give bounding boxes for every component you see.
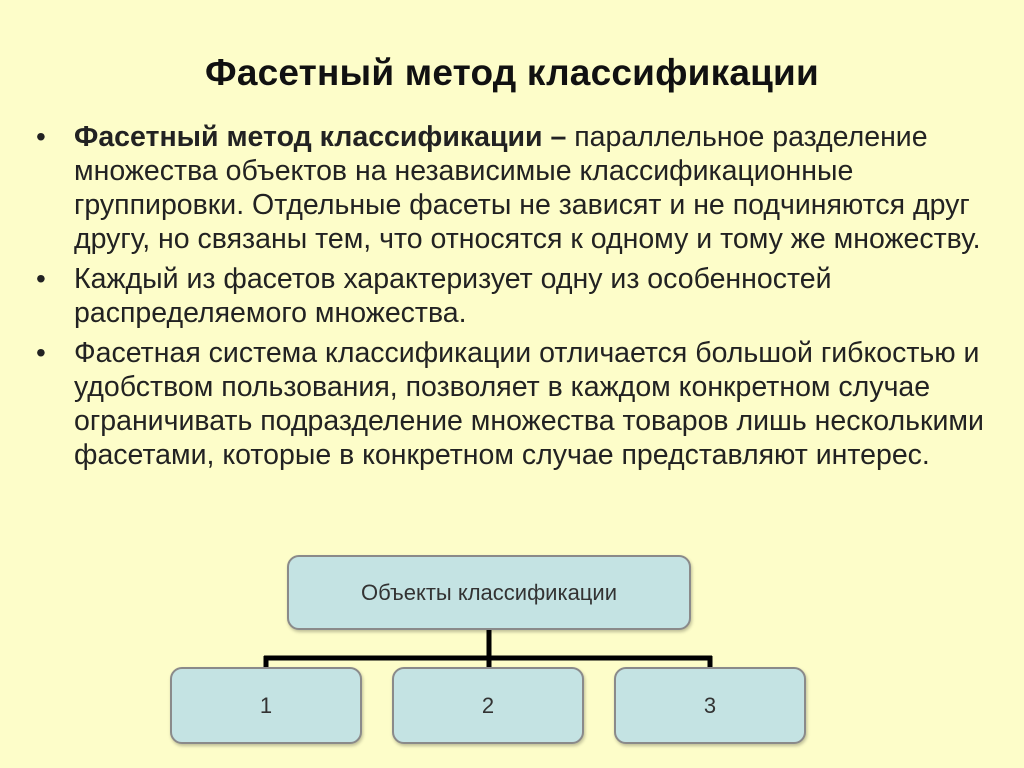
bullet-item-definition: [36, 120, 996, 256]
bullet-list: [36, 120, 996, 478]
classification-objects-node: Объекты классификации: [287, 555, 691, 630]
facet-node-2: 2: [392, 667, 584, 744]
definition-text: параллельное разделение множества объектов на независимые классификационные группировки. Отдельные фасеты не зависят и не подчиняются друг другу, но связаны тем, что относятся к одному и тому же множеству.: [74, 121, 981, 255]
bullet-marker: •: [36, 121, 46, 152]
facet-node-1: 1: [170, 667, 362, 744]
bullet-item-flexibility: [36, 336, 996, 472]
bullet-marker: •: [36, 337, 46, 368]
slide-title: Фасетный метод классификации: [205, 52, 819, 93]
facets-text: Каждый из фасетов характеризует одну из особенностей распределяемого множества.: [74, 263, 832, 329]
bullet-marker: •: [36, 263, 46, 294]
flexibility-text: Фасетная система классификации отличается большой гибкостью и удобством пользования, позволяет в каждом конкретном случае ограничивать подразделение множества товаров лишь несколькими фасетами, которые в конкретном случае представляют интерес.: [74, 337, 984, 471]
facet-node-3: 3: [614, 667, 806, 744]
definition-term: Фасетный метод классификации –: [74, 121, 567, 153]
bullet-item-facets: [36, 262, 996, 330]
